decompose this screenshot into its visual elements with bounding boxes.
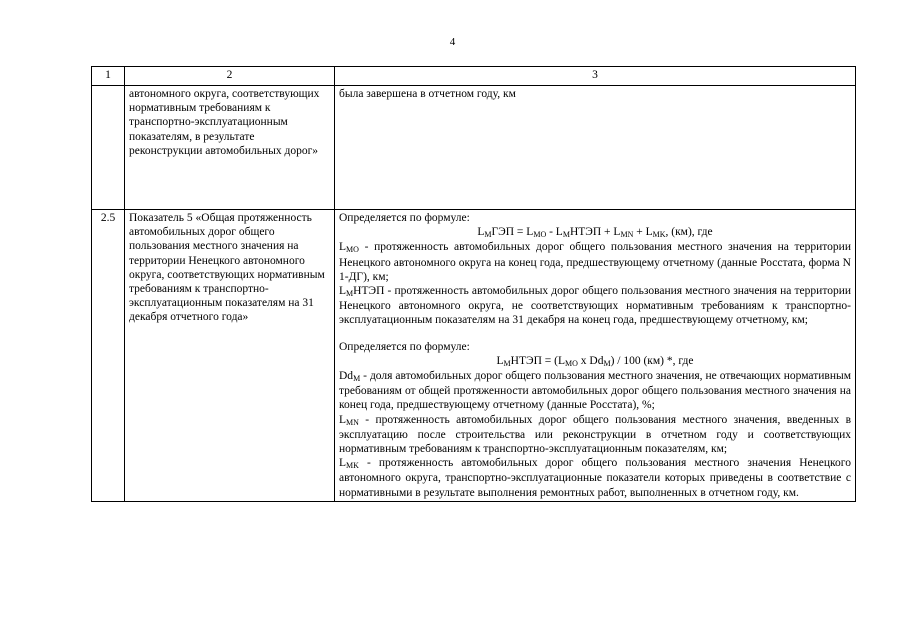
- indicator-name: Показатель 5 «Общая протяженность автомобильных дорог общего пользования местного значения на территории Ненецкого автономного округа, соответствующих нормативным требованиям к транспортно-эксплуатационным показателям на 31 декабря отчетного года»: [125, 210, 335, 502]
- formula-1-tail: , (км), где: [665, 226, 713, 239]
- indicator-table: [91, 66, 856, 502]
- definition-lmk-text: - протяженность автомобильных дорог общего пользования местного значения Ненецкого автономного округа, транспортно-эксплуатационные показатели которых приведены в соответствие с нормативными в результате выполнения ремонтных работ, выполненных в отчетном году, км.: [339, 457, 851, 499]
- definition-lmn: $L_{MN}$ - протяженность автомобильных дорог общего пользования местного значения, введенных в эксплуатацию после строительства или реконструкции в отчетном году и соответствующих нормативным требованиям к транспортно-эксплуатационным показателям, км;: [339, 413, 851, 456]
- indicator-name: автономного округа, соответствующих нормативным требованиям к транспортно-эксплуатационным показателям, в результате реконструкции автомобильных дорог»: [125, 86, 335, 210]
- header-col-2: 2: [125, 67, 335, 86]
- definition-dd: $Dd_M$ - доля автомобильных дорог общего пользования местного значения, не отвечающих нормативным требованиям от общей протяженности автомобильных дорог общего пользования местного значения на конец года, предшествующему отчетному (данные Росстата), %;: [339, 370, 851, 412]
- formula-2-tail: ) / 100 (км) *, где: [610, 354, 694, 367]
- row-number: [92, 86, 125, 210]
- formula-intro: Определяется по формуле:: [339, 212, 470, 224]
- table-row: [92, 210, 856, 502]
- definition-dd-text: - доля автомобильных дорог общего пользования местного значения, не отвечающих нормативным требованиям от общей протяженности автомобильных дорог общего пользования местного значения на конец года, предшествующему отчетному (данные Росстата), %;: [339, 370, 851, 412]
- formula-1: $L_MГЭП = L_{MO}$ - $L_MНТЭП + L_{MN} + L_{MK}$, (км), где: [477, 226, 713, 240]
- page-number: 4: [449, 36, 456, 48]
- header-col-1: 1: [92, 67, 125, 86]
- formula-intro: Определяется по формуле:: [339, 340, 470, 353]
- definition-lmntep-text: НТЭП - протяженность автомобильных дорог общего пользования местного значения на территории Ненецкого автономного округа, не соответствующих нормативным требованиям к транспортно-эксплуатационным показателям на 31 декабря на конец года, предшествующему отчетному, км;: [339, 285, 851, 327]
- definition-lmntep: $L_MНТЭП$ - протяженность автомобильных дорог общего пользования местного значения на территории Ненецкого автономного округа, не соответствующих нормативным требованиям к транспортно-эксплуатационным показателям на 31 декабря на конец года, предшествующему отчетному, км;: [339, 285, 851, 327]
- row-number: 2.5: [92, 210, 125, 502]
- definition-lmn-text: - протяженность автомобильных дорог общего пользования местного значения, введенных в эксплуатацию после строительства или реконструкции в отчетном году и соответствующих нормативным требованиям к транспортно-эксплуатационным показателям, км;: [339, 413, 851, 456]
- formula-2: $L_MНТЭП = (L_{MO}$ x $Dd_M) / 100$ (км) *, где: [496, 354, 694, 368]
- definition-lmo-text: - протяженность автомобильных дорог общего пользования местного значения на территории Ненецкого автономного округа на конец года, предшествующему отчетному (данные Росстата, форма N 1-ДГ), км;: [339, 241, 851, 283]
- indicator-method: была завершена в отчетном году, км: [335, 86, 856, 210]
- header-col-3: 3: [335, 67, 856, 86]
- table-header-row: [92, 67, 856, 86]
- table-row: [92, 86, 856, 210]
- definition-lmk: $L_{MK}$ - протяженность автомобильных дорог общего пользования местного значения Ненецкого автономного округа, транспортно-эксплуатационные показатели которых приведены в соответствие с нормативными в результате выполнения ремонтных работ, выполненных в отчетном году, км.: [339, 457, 851, 499]
- indicator-method: [335, 210, 856, 502]
- definition-lmo: $L_{MO}$ - протяженность автомобильных дорог общего пользования местного значения на территории Ненецкого автономного округа на конец года, предшествующему отчетному (данные Росстата, форма N 1-ДГ), км;: [339, 241, 851, 283]
